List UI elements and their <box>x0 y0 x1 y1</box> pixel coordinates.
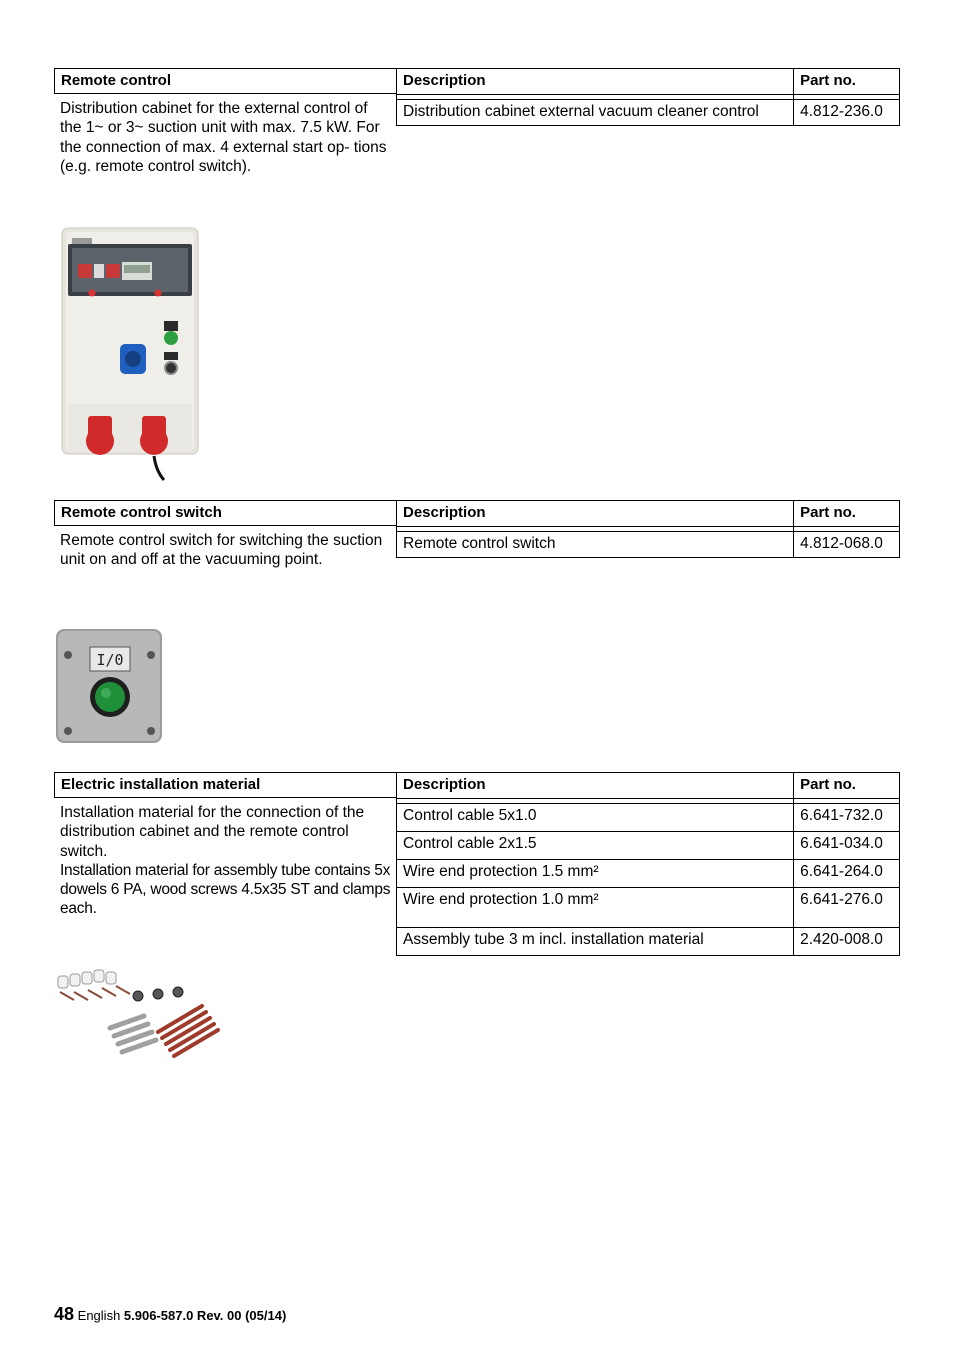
footer-language: English <box>77 1308 121 1323</box>
table-row <box>397 100 900 126</box>
section-description-remote-control: Distribution cabinet for the external control of the 1~ or 3~ suction unit with max. 7.5 kW. For the connection of max. 4 external start op- tions (e.g. remote control switch). <box>60 100 387 175</box>
column-header-description: Description <box>397 69 794 95</box>
switch-label: I/0 <box>96 651 124 669</box>
row-part-no: 6.641-264.0 <box>794 860 900 888</box>
row-description: Control cable 2x1.5 <box>397 832 794 860</box>
table-row <box>397 804 900 832</box>
row-description: Distribution cabinet external vacuum cleaner control <box>397 100 794 126</box>
table-header-row <box>397 773 900 799</box>
section-title-remote-control: Remote control <box>54 68 396 94</box>
description-paragraph-1: Installation material for the connection of the distribution cabinet and the remote control switch. <box>60 804 365 860</box>
row-part-no: 4.812-236.0 <box>794 100 900 126</box>
description-paragraph-2: Installation material for assembly tube contains 5x dowels 6 PA, wood screws 4.5x35 ST and clamps each. <box>60 861 391 918</box>
distribution-cabinet-image <box>58 226 203 482</box>
section-title-remote-control-switch: Remote control switch <box>54 500 396 526</box>
table-row <box>397 832 900 860</box>
row-description: Assembly tube 3 m incl. installation material <box>397 928 794 956</box>
page-number: 48 <box>54 1304 75 1324</box>
column-header-description: Description <box>397 773 794 799</box>
remote-control-switch-image <box>54 627 166 745</box>
table-header-row <box>397 69 900 95</box>
table-row <box>397 888 900 928</box>
section-title-electric-installation-material: Electric installation material <box>54 772 396 798</box>
table-header-row <box>397 501 900 527</box>
row-part-no: 6.641-276.0 <box>794 888 900 928</box>
row-description: Remote control switch <box>397 532 794 558</box>
row-description: Wire end protection 1.0 mm² <box>397 888 794 928</box>
row-part-no: 2.420-008.0 <box>794 928 900 956</box>
row-part-no: 4.812-068.0 <box>794 532 900 558</box>
row-part-no: 6.641-034.0 <box>794 832 900 860</box>
column-header-part-no: Part no. <box>794 773 900 799</box>
parts-table-remote-control <box>396 68 900 126</box>
page-footer <box>54 1304 286 1325</box>
column-header-part-no: Part no. <box>794 501 900 527</box>
section-description-remote-control-switch: Remote control switch for switching the suction unit on and off at the vacuuming point. <box>60 532 383 569</box>
section-description-electric-installation-material <box>60 803 392 919</box>
table-row <box>397 860 900 888</box>
footer-document-id: 5.906-587.0 Rev. 00 (05/14) <box>123 1308 287 1323</box>
column-header-part-no: Part no. <box>794 69 900 95</box>
row-description: Control cable 5x1.0 <box>397 804 794 832</box>
table-row <box>397 532 900 558</box>
installation-material-image <box>54 966 222 1062</box>
parts-table-electric-installation-material <box>396 772 900 956</box>
row-description: Wire end protection 1.5 mm² <box>397 860 794 888</box>
column-header-description: Description <box>397 501 794 527</box>
row-part-no: 6.641-732.0 <box>794 804 900 832</box>
parts-table-remote-control-switch <box>396 500 900 558</box>
table-row <box>397 928 900 956</box>
